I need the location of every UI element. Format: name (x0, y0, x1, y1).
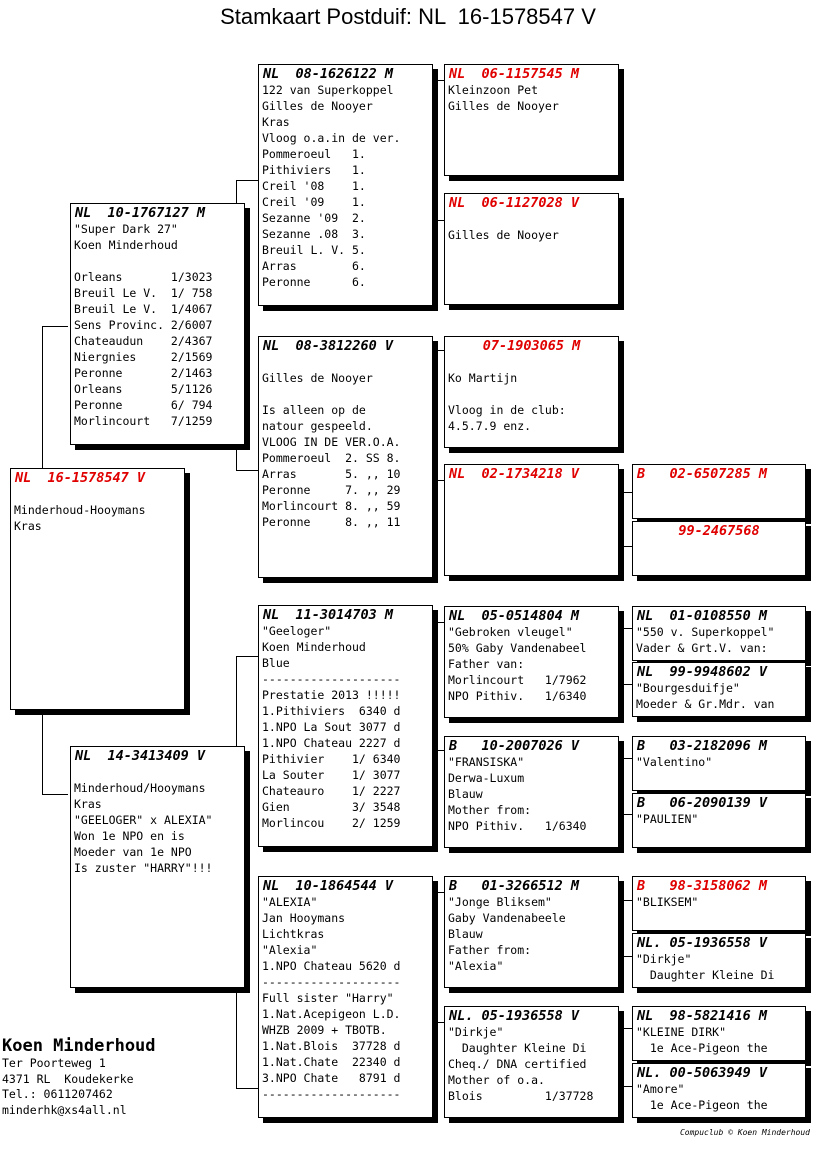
card-line: 1e Ace-Pigeon the (636, 1098, 768, 1112)
card-line: Cheq./ DNA certified (448, 1057, 587, 1071)
card-line: Father van: (448, 657, 525, 671)
pedigree-card-sdd (444, 464, 619, 576)
card-line: "GEELOGER" x ALEXIA" (74, 813, 213, 827)
card-line (259, 386, 432, 402)
connector-line (42, 710, 43, 794)
card-line: 122 van Superkoppel (262, 83, 394, 97)
pedigree-card-dds (444, 876, 619, 988)
connector-line (622, 758, 632, 759)
card-line: 50% Gaby Vandenabeel (448, 641, 587, 655)
card-line: Sezanne '09 2. (262, 211, 366, 225)
pedigree-card-ddss (632, 876, 806, 931)
card-line: Vloog in de club: (448, 403, 566, 417)
card-line: "ALEXIA" (262, 895, 318, 909)
card-line (11, 486, 184, 502)
card-line (71, 253, 244, 269)
card-line: "FRANSISKA" (448, 755, 525, 769)
ring-number: NL 98-5821416 M (637, 1008, 768, 1024)
connector-line (42, 326, 68, 327)
card-line: Blauw (448, 787, 483, 801)
connector-line (236, 1088, 258, 1089)
connector-line (42, 326, 43, 470)
card-line: "Alexia" (262, 943, 318, 957)
owner-name: Koen Minderhoud (2, 1036, 156, 1056)
ring-number: NL. 00-5063949 V (637, 1065, 768, 1081)
pedigree-card-dsdd (632, 793, 806, 848)
card-line: Pithivier 1/ 6340 (262, 752, 401, 766)
card-line: "Dirkje" (448, 1025, 504, 1039)
card-line: Father from: (448, 943, 532, 957)
ring-number: NL 06-1127028 V (449, 195, 580, 211)
card-line: Morlincourt 8. ,, 59 (262, 499, 401, 513)
pedigree-card-subject (10, 468, 185, 710)
card-line: natour gespeeld. (262, 419, 373, 433)
owner-postcode: 4371 RL Koudekerke (2, 1071, 134, 1086)
connector-line (236, 656, 258, 657)
card-line: "Dirkje" (636, 952, 692, 966)
connector-line (622, 546, 632, 547)
pedigree-card-dam-dam (258, 876, 433, 1118)
card-line: Gien 3/ 3548 (262, 800, 401, 814)
pedigree-card-dsd (444, 736, 619, 848)
connector-line (622, 1028, 632, 1029)
connector-line (622, 492, 623, 546)
card-line: WHZB 2009 + TBOTB. (262, 1023, 387, 1037)
card-line: La Souter 1/ 3077 (262, 768, 401, 782)
card-line: Koen Minderhoud (74, 238, 178, 252)
ring-number: NL 11-3014703 M (263, 607, 394, 623)
card-line: Moeder van 1e NPO (74, 845, 192, 859)
ring-number: NL. 05-1936558 V (637, 935, 768, 951)
pedigree-card-ssd (444, 193, 619, 305)
card-line: Peronne 2/1463 (74, 366, 213, 380)
card-line: Peronne 6. (262, 275, 366, 289)
card-line: Koen Minderhoud (262, 640, 366, 654)
card-line: Peronne 6/ 794 (74, 398, 213, 412)
connector-line (622, 628, 623, 684)
ring-number: 07-1903065 M (482, 338, 581, 354)
card-line: Kras (14, 519, 42, 533)
card-line: Vloog o.a.in de ver. (262, 131, 401, 145)
card-line: Moeder & Gr.Mdr. van (636, 697, 775, 711)
ring-number: B 03-2182096 M (637, 738, 768, 754)
pedigree-card-ddsd (632, 933, 806, 988)
ring-number: NL 16-1578547 V (15, 470, 146, 486)
pedigree-card-dam (70, 746, 245, 988)
card-line: Is alleen op de (262, 403, 366, 417)
card-line: Kleinzoon Pet (448, 83, 539, 97)
owner-address: Ter Poorteweg 1 (2, 1056, 106, 1070)
pedigree-card-ddds (632, 1006, 806, 1061)
card-line: "Alexia" (448, 959, 504, 973)
card-line: Morlincourt 1/7962 (448, 673, 587, 687)
card-line: Morlincou 2/ 1259 (262, 816, 401, 830)
card-line: Pommeroeul 2. SS 8. (262, 451, 401, 465)
card-line: VLOOG IN DE VER.O.A. (262, 435, 401, 449)
card-line: "KLEINE DIRK" (636, 1025, 727, 1039)
card-line: "PAULIEN" (636, 812, 699, 826)
owner-info (2, 1036, 156, 1118)
card-line: Chateaudun 2/4367 (74, 334, 213, 348)
owner-phone: Tel.: 0611207462 (2, 1087, 113, 1101)
ring-number: NL 06-1157545 M (449, 66, 580, 82)
connector-line (236, 470, 258, 471)
card-line: Pommeroeul 1. (262, 147, 366, 161)
card-line: Breuil Le V. 1/4067 (74, 302, 213, 316)
card-line: Mother from: (448, 803, 532, 817)
card-line: Breuil Le V. 1/ 758 (74, 286, 213, 300)
ring-number: NL 10-1864544 V (263, 878, 394, 894)
card-line: Minderhoud/Hooymans (74, 781, 206, 795)
card-line: 1.NPO Chateau 2227 d (262, 736, 401, 750)
card-line: NPO Pithiv. 1/6340 (448, 819, 587, 833)
pedigree-card-dam-sire (258, 605, 433, 847)
card-line: Pithiviers 1. (262, 163, 366, 177)
card-line (71, 764, 244, 780)
card-line: 1.Nat.Blois 37728 d (262, 1039, 401, 1053)
card-line: Blois 1/37728 (448, 1089, 594, 1103)
connector-line (622, 956, 632, 957)
card-line: Creil '08 1. (262, 179, 366, 193)
connector-line (622, 758, 623, 814)
footer-credit: Compuclub © Koen Minderhoud (679, 1128, 810, 1137)
card-line: 1.NPO Chateau 5620 d (262, 959, 401, 973)
pedigree-card-sddd (632, 521, 806, 576)
card-line: 1e Ace-Pigeon the (636, 1041, 768, 1055)
card-line: Blue (262, 656, 290, 670)
ring-number: NL 99-9948602 V (637, 664, 768, 680)
connector-line (236, 180, 258, 181)
pedigree-card-ddd (444, 1006, 619, 1118)
card-line: Niergnies 2/1569 (74, 350, 213, 364)
ring-number: NL 01-0108550 M (637, 608, 768, 624)
card-line: Ko Martijn (448, 371, 518, 385)
card-line: NPO Pithiv. 1/6340 (448, 689, 587, 703)
card-line: 3.NPO Chate 8791 d (262, 1071, 401, 1085)
ring-number: NL 14-3413409 V (75, 748, 206, 764)
ring-number: B 06-2090139 V (637, 795, 768, 811)
page-title: Stamkaart Postduif: NL 16-1578547 V (220, 4, 596, 29)
ring-number: NL 08-3812260 V (263, 338, 394, 354)
pedigree-card-sds (444, 336, 619, 448)
connector-line (42, 794, 68, 795)
card-line: 4.5.7.9 enz. (448, 419, 532, 433)
card-line (445, 354, 618, 370)
connector-line (622, 814, 632, 815)
card-line: Sens Provinc. 2/6007 (74, 318, 213, 332)
card-line: Minderhoud-Hooymans (14, 503, 146, 517)
pedigree-card-dddd (632, 1063, 806, 1118)
card-line: Gilles de Nooyer (262, 99, 373, 113)
card-line: "Super Dark 27" (74, 222, 178, 236)
connector-line (622, 492, 632, 493)
card-line: Arras 5. ,, 10 (262, 467, 401, 481)
card-line: Lichtkras (262, 927, 325, 941)
card-line: Vader & Grt.V. van: (636, 641, 768, 655)
pedigree-card-sdds (632, 464, 806, 519)
owner-email: minderhk@xs4all.nl (2, 1102, 127, 1117)
card-line: Mother of o.a. (448, 1073, 545, 1087)
pedigree-card-dss (444, 606, 619, 718)
ring-number: NL 08-1626122 M (263, 66, 394, 82)
card-line: Gilles de Nooyer (448, 228, 559, 242)
card-line: Derwa-Luxum (448, 771, 525, 785)
card-line: "Amore" (636, 1082, 685, 1096)
card-line: Kras (262, 115, 290, 129)
connector-line (622, 900, 632, 901)
pedigree-card-dsss (632, 606, 806, 661)
card-line: Is zuster "HARRY"!!! (74, 861, 213, 875)
card-line: Kras (74, 797, 102, 811)
card-line: -------------------- (262, 1087, 401, 1101)
pedigree-card-sire-sire (258, 64, 433, 306)
card-line: Peronne 8. ,, 11 (262, 515, 401, 529)
ring-number: B 10-2007026 V (449, 738, 580, 754)
card-line: Gilles de Nooyer (448, 99, 559, 113)
card-line: Blauw (448, 927, 483, 941)
card-line: 1.Pithiviers 6340 d (262, 704, 401, 718)
card-line: -------------------- (262, 672, 401, 686)
card-line: "Gebroken vleugel" (448, 625, 573, 639)
card-line: Gaby Vandenabeele (448, 911, 566, 925)
ring-number: NL 10-1767127 M (75, 205, 206, 221)
ring-number: B 01-3266512 M (449, 878, 580, 894)
ring-number: NL. 05-1936558 V (449, 1008, 580, 1024)
connector-line (622, 628, 632, 629)
card-line: Jan Hooymans (262, 911, 346, 925)
pedigree-card-sss (444, 64, 619, 176)
card-line: -------------------- (262, 975, 401, 989)
pedigree-card-dssd (632, 662, 806, 717)
card-line: "550 v. Superkoppel" (636, 625, 775, 639)
card-line: Full sister "Harry" (262, 991, 394, 1005)
card-line: Peronne 7. ,, 29 (262, 483, 401, 497)
pedigree-card-dsds (632, 736, 806, 791)
card-line: 1.NPO La Sout 3077 d (262, 720, 401, 734)
card-line: "Valentino" (636, 755, 713, 769)
card-line: 1.Nat.Acepigeon L.D. (262, 1007, 401, 1021)
card-line: Breuil L. V. 5. (262, 243, 366, 257)
card-line: Orleans 1/3023 (74, 270, 213, 284)
card-line: Prestatie 2013 !!!!! (262, 688, 401, 702)
ring-number: NL 05-0514804 M (449, 608, 580, 624)
card-line: Creil '09 1. (262, 195, 366, 209)
card-line: Morlincourt 7/1259 (74, 414, 213, 428)
connector-line (622, 1028, 623, 1086)
card-line: Daughter Kleine Di (448, 1041, 587, 1055)
card-line: Chateauro 1/ 2227 (262, 784, 401, 798)
card-line: Daughter Kleine Di (636, 968, 775, 982)
card-line: Orleans 5/1126 (74, 382, 213, 396)
connector-line (622, 1086, 632, 1087)
card-line: "Geeloger" (262, 624, 332, 638)
card-line: "BLIKSEM" (636, 895, 699, 909)
card-line (445, 211, 618, 227)
card-line (445, 386, 618, 402)
ring-number: 99-2467568 (678, 523, 760, 539)
ring-number: B 02-6507285 M (637, 466, 768, 482)
card-line: Gilles de Nooyer (262, 371, 373, 385)
card-line: "Jonge Bliksem" (448, 895, 552, 909)
ring-number: B 98-3158062 M (637, 878, 768, 894)
card-line: Sezanne .08 3. (262, 227, 366, 241)
card-line: 1.Nat.Chate 22340 d (262, 1055, 401, 1069)
ring-number: NL 02-1734218 V (449, 466, 580, 482)
connector-line (622, 900, 623, 956)
pedigree-card-sire (70, 203, 245, 445)
card-line: Won 1e NPO en is (74, 829, 185, 843)
card-line: Arras 6. (262, 259, 366, 273)
card-line: "Bourgesduifje" (636, 681, 740, 695)
pedigree-card-sire-dam (258, 336, 433, 578)
card-line (259, 354, 432, 370)
connector-line (622, 684, 632, 685)
